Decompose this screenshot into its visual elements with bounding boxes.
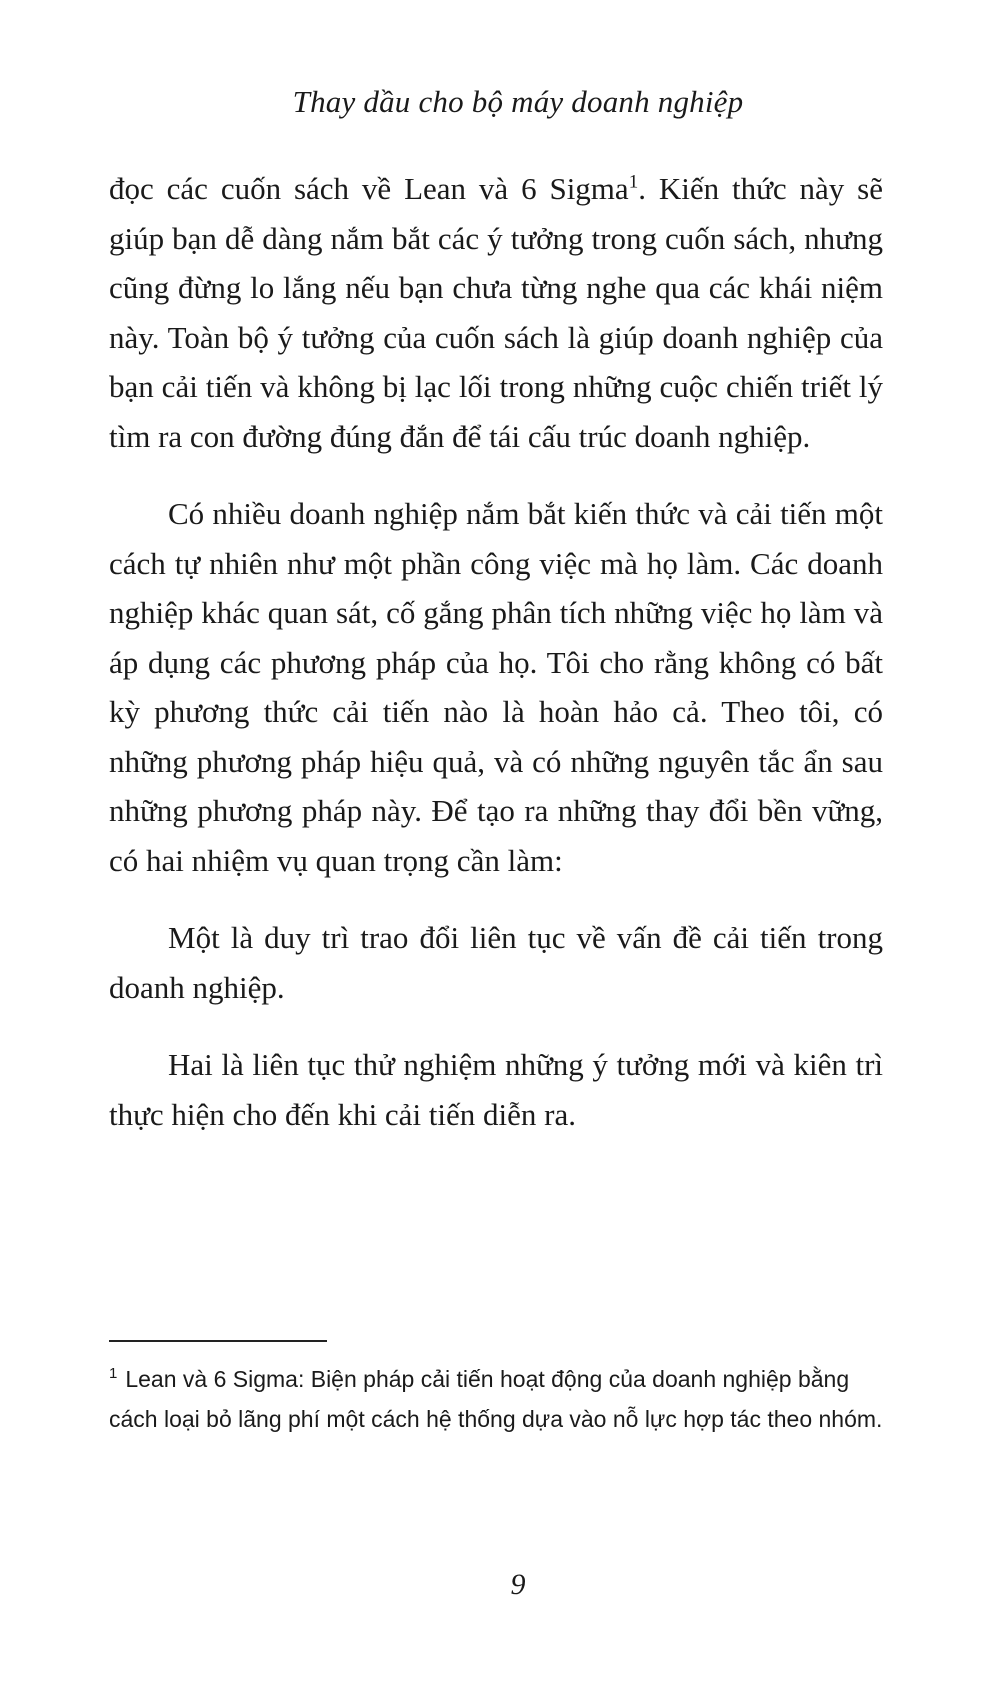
- paragraph-2: Có nhiều doanh nghiệp nắm bắt kiến thức và cải tiến một cách tự nhiên như một phần công việc mà họ làm. Các doanh nghiệp khác quan sát, cố gắng phân tích những việc họ làm và áp dụng các phương pháp của họ. Tôi cho rằng không có bất kỳ phương thức cải tiến nào là hoàn hảo cả. Theo tôi, có những phương pháp hiệu quả, và có những nguyên tắc ẩn sau những phương pháp này. Để tạo ra những thay đổi bền vững, có hai nhiệm vụ quan trọng cần làm:: [109, 496, 883, 878]
- running-header: Thay dầu cho bộ máy doanh nghiệp: [292, 84, 744, 119]
- footnote-text: Lean và 6 Sigma: Biện pháp cải tiến hoạt động của doanh nghiệp bằng cách loại bỏ lãng phí một cách hệ thống dựa vào nỗ lực hợp tác theo nhóm.: [109, 1366, 883, 1432]
- footnote-mark: 1: [109, 1365, 118, 1383]
- paragraph-3: Một là duy trì trao đổi liên tục về vấn đề cải tiến trong doanh nghiệp.: [109, 920, 883, 1005]
- page-number: 9: [510, 1568, 526, 1601]
- footnote-reference: 1: [628, 171, 639, 193]
- body-text: [109, 164, 883, 1167]
- paragraph-1: [109, 164, 883, 461]
- paragraph-4: Hai là liên tục thử nghiệm những ý tưởng mới và kiên trì thực hiện cho đến khi cải tiến diễn ra.: [109, 1047, 883, 1132]
- footnote-divider: [109, 1340, 327, 1342]
- footnote: [109, 1359, 883, 1439]
- paragraph-1-rest: . Kiến thức này sẽ giúp bạn dễ dàng nắm bắt các ý tưởng trong cuốn sách, nhưng cũng đừng lo lắng nếu bạn chưa từng nghe qua các khái niệm này. Toàn bộ ý tưởng của cuốn sách là giúp doanh nghiệp của bạn cải tiến và không bị lạc lối trong những cuộc chiến triết lý tìm ra con đường đúng đắn để tái cấu trúc doanh nghiệp.: [109, 171, 884, 454]
- paragraph-1-start: đọc các cuốn sách về Lean và 6 Sigma: [109, 171, 629, 206]
